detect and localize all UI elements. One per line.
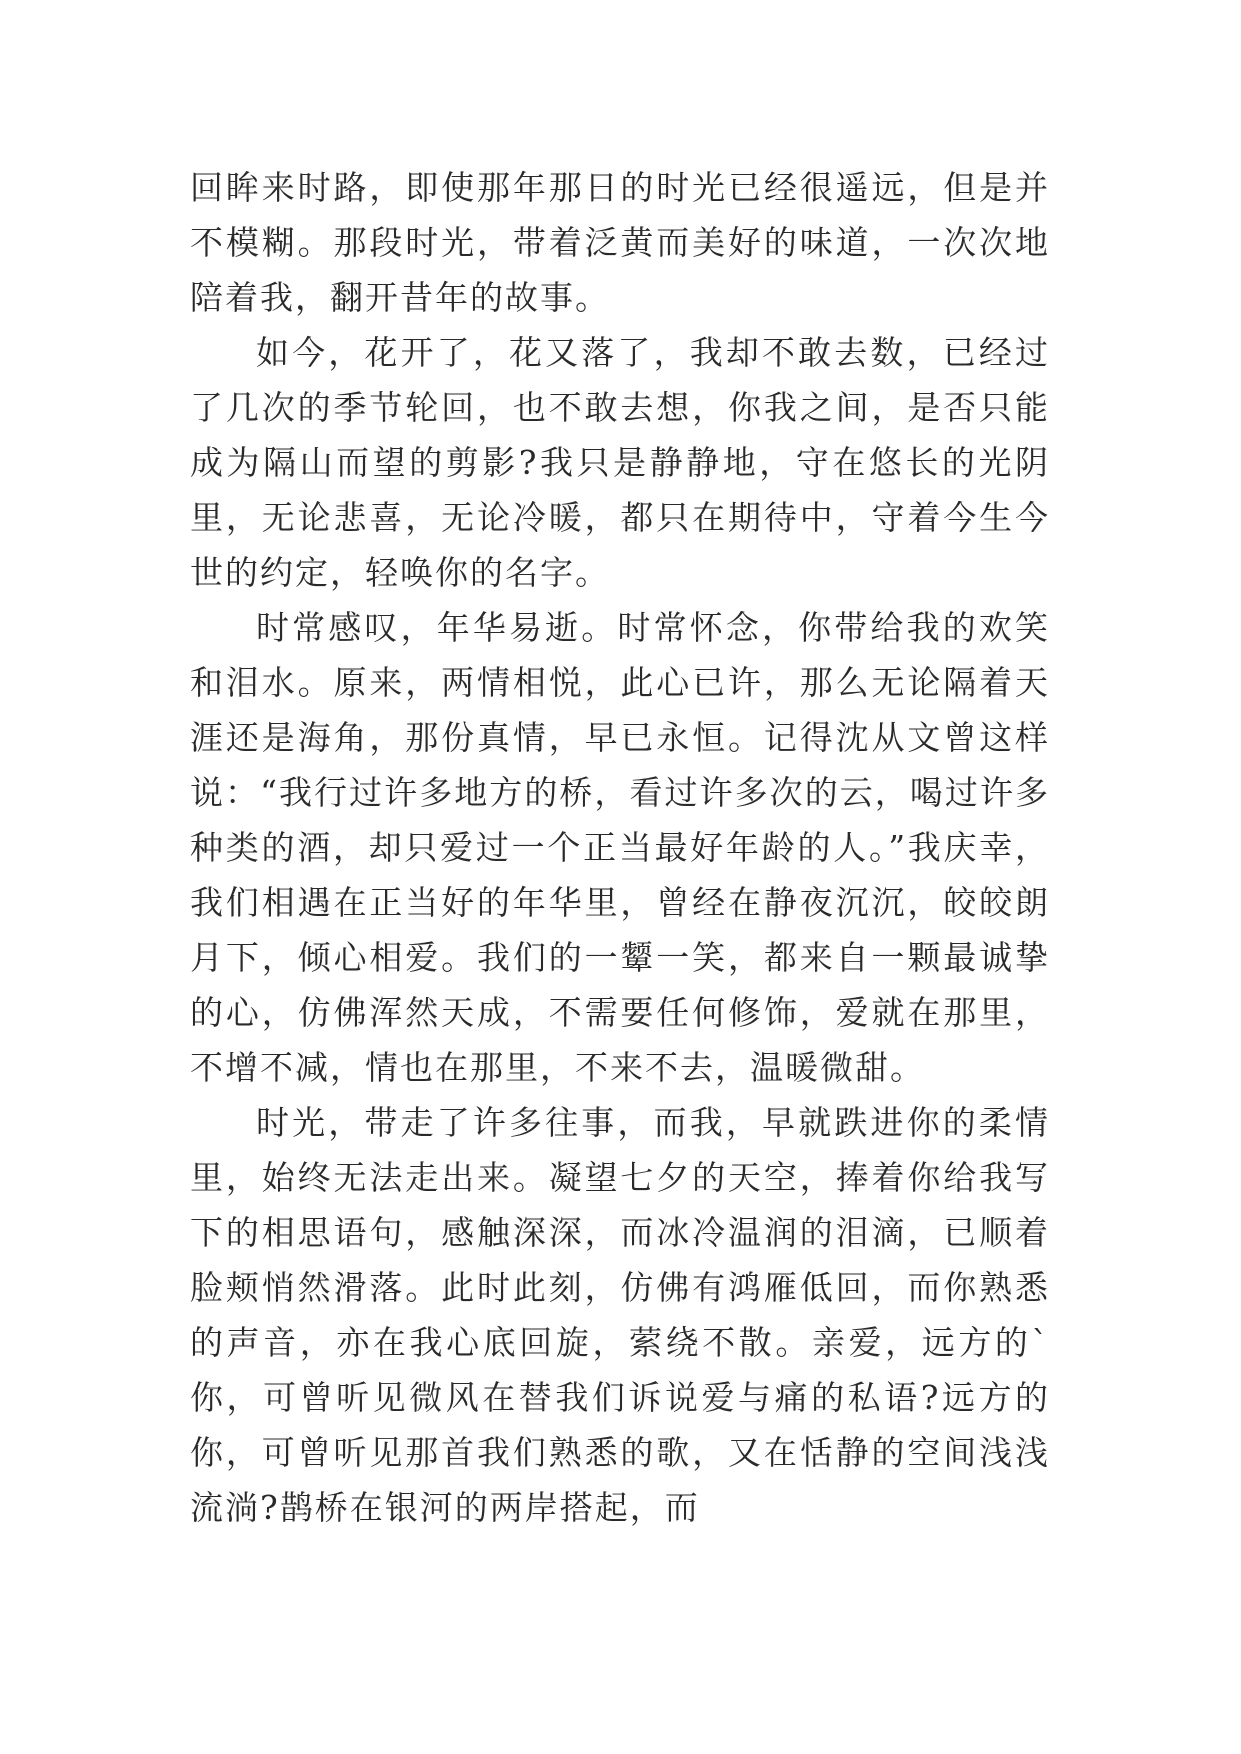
paragraph-2: 如今，花开了，花又落了，我却不敢去数，已经过了几次的季节轮回，也不敢去想，你我之间，是否只能成为隔山而望的剪影?我只是静静地，守在悠长的光阴里，无论悲喜，无论冷暖，都只在期待中，守着今生今世的约定，轻唤你的名字。 (190, 333, 1050, 592)
paragraph-4: 时光，带走了许多往事，而我，早就跌进你的柔情里，始终无法走出来。凝望七夕的天空，捧着你给我写下的相思语句，感触深深，而冰冷温润的泪滴，已顺着脸颊悄然滑落。此时此刻，仿佛有鸿雁低回，而你熟悉的声音，亦在我心底回旋，萦绕不散。亲爱，远方的`你，可曾听见微风在替我们诉说爱与痛的私语?远方的你，可曾听见那首我们熟悉的歌，又在恬静的空间浅浅流淌?鹊桥在银河的两岸搭起，而 (190, 1103, 1050, 1527)
body-text (190, 160, 1050, 1535)
paragraph-3: 时常感叹，年华易逝。时常怀念，你带给我的欢笑和泪水。原来，两情相悦，此心已许，那么无论隔着天涯还是海角，那份真情，早已永恒。记得沈从文曾这样说：“我行过许多地方的桥，看过许多次的云，喝过许多种类的酒，却只爱过一个正当最好年龄的人。”我庆幸，我们相遇在正当好的年华里，曾经在静夜沉沉，皎皎朗月下，倾心相爱。我们的一颦一笑，都来自一颗最诚挚的心，仿佛浑然天成，不需要任何修饰，爱就在那里，不增不减，情也在那里，不来不去，温暖微甜。 (190, 608, 1050, 1087)
paragraph-1: 回眸来时路，即使那年那日的时光已经很遥远，但是并不模糊。那段时光，带着泛黄而美好的味道，一次次地陪着我，翻开昔年的故事。 (190, 168, 1050, 317)
